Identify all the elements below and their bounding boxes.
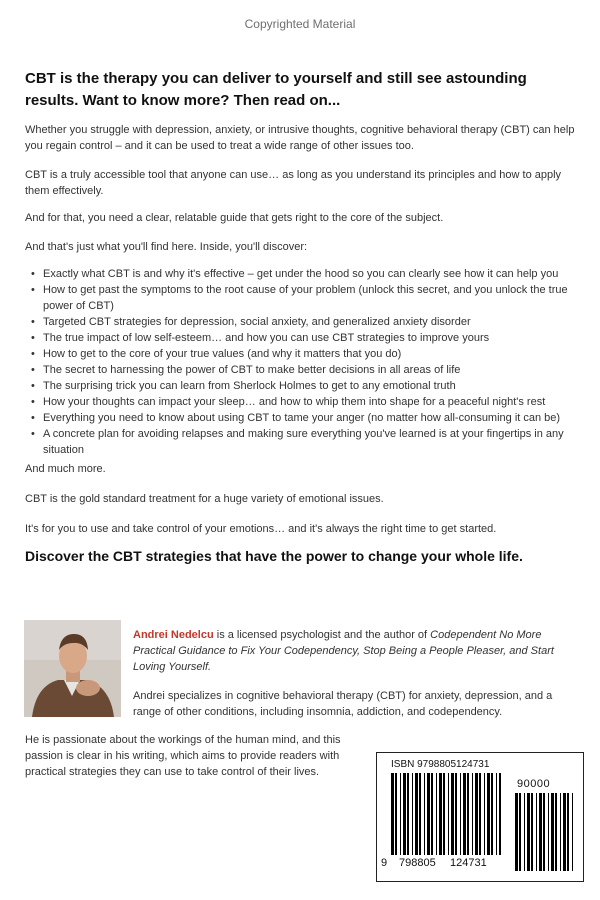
list-item: • Everything you need to know about using CBT to tame your anger (no matter how all-consuming it can be) xyxy=(25,410,581,426)
barcode-bar xyxy=(555,793,557,871)
barcode-bar xyxy=(527,793,530,871)
list-item: • Targeted CBT strategies for depression, social anxiety, and generalized anxiety disorder xyxy=(25,314,581,330)
barcode-bar xyxy=(491,773,493,855)
isbn-label: ISBN 9798805124731 xyxy=(391,759,490,770)
barcode-bar xyxy=(563,793,566,871)
list-item: • How to get to the core of your true values (and why it matters that you do) xyxy=(25,346,581,362)
barcode-bar xyxy=(543,793,545,871)
barcode-digits-left: 798805 xyxy=(399,857,436,869)
barcode-bar xyxy=(536,793,537,871)
barcode-bar xyxy=(412,773,413,855)
list-item: • How to get past the symptoms to the root cause of your problem (unlock this secret, and you unlock the true power of CBT) xyxy=(25,282,581,314)
barcode-bar xyxy=(415,773,418,855)
get-started-text: It's for you to use and take control of your emotions… and it's always the right time to get started. xyxy=(25,523,497,535)
barcode-digits-right: 124731 xyxy=(450,857,487,869)
barcode-bar xyxy=(472,773,473,855)
barcode-bar xyxy=(455,773,457,855)
author-portrait-icon xyxy=(24,620,121,717)
author-bio xyxy=(133,627,578,675)
barcode-bar xyxy=(400,773,401,855)
barcode-bar xyxy=(487,773,490,855)
call-to-action: Discover the CBT strategies that have the power to change your whole life. xyxy=(25,548,523,564)
discover-intro: And that's just what you'll find here. Inside, you'll discover: xyxy=(25,241,308,253)
barcode-bar xyxy=(496,773,497,855)
barcode-bar xyxy=(431,773,433,855)
barcode-bar xyxy=(424,773,425,855)
list-item: • How your thoughts can impact your sleep… and how to whip them into shape for a peaceful night's rest xyxy=(25,394,581,410)
barcode-bar xyxy=(407,773,409,855)
author-specialization: Andrei specializes in cognitive behavioral therapy (CBT) for anxiety, depression, and a range of other conditions, including insomnia, addiction, and codependency. xyxy=(133,690,553,718)
gold-standard-text: CBT is the gold standard treatment for a huge variety of emotional issues. xyxy=(25,493,384,505)
barcode-bar xyxy=(443,773,445,855)
barcode-bar xyxy=(436,773,437,855)
barcode-bar xyxy=(539,793,542,871)
barcode-bar xyxy=(519,793,521,871)
barcode-bar xyxy=(560,793,561,871)
barcode-bar xyxy=(451,773,454,855)
benefits-list xyxy=(25,266,581,458)
barcode-bar xyxy=(403,773,406,855)
list-item: • A concrete plan for avoiding relapses and making sure everything you've learned is at your fingertips in any situation xyxy=(25,426,581,458)
barcode-digit-prefix: 9 xyxy=(381,857,388,869)
barcode-bar xyxy=(395,773,397,855)
barcode-bar xyxy=(567,793,569,871)
barcode-bar xyxy=(499,773,501,855)
barcode-bar xyxy=(475,773,478,855)
barcode-bar xyxy=(515,793,518,871)
isbn-barcode xyxy=(376,752,584,882)
list-item: • The secret to harnessing the power of CBT to make better decisions in all areas of life xyxy=(25,362,581,378)
author-photo xyxy=(24,620,121,717)
barcode-bar xyxy=(460,773,461,855)
list-item: • Exactly what CBT is and why it's effective – get under the hood so you can clearly see how it can help you xyxy=(25,266,581,282)
barcode-bar xyxy=(463,773,466,855)
price-code: 90000 xyxy=(517,778,551,790)
much-more-text: And much more. xyxy=(25,463,106,475)
list-item: • The surprising trick you can learn from Sherlock Holmes to get to any emotional truth xyxy=(25,378,581,394)
barcode-bar xyxy=(524,793,525,871)
barcode-bar xyxy=(427,773,430,855)
barcode-bar xyxy=(548,793,549,871)
intro-paragraph: Whether you struggle with depression, anxiety, or intrusive thoughts, cognitive behavioral therapy (CBT) can help you regain control – and it can be used to treat a wide range of other issues too. xyxy=(25,124,575,152)
barcode-bar xyxy=(572,793,573,871)
barcode-bar xyxy=(391,773,394,855)
barcode-bar xyxy=(531,793,533,871)
barcode-bar xyxy=(448,773,449,855)
guide-paragraph: And for that, you need a clear, relatable guide that gets right to the core of the subject. xyxy=(25,212,444,224)
author-name: Andrei Nedelcu xyxy=(133,629,214,641)
copyright-watermark-top: Copyrighted Material xyxy=(244,17,356,31)
author-book-title: Codependent No More Practical Guidance to Fix Your Codependency, Stop Being a People Pleaser, and Start Loving Yourself. xyxy=(133,629,554,673)
barcode-bar xyxy=(419,773,421,855)
author-passion: He is passionate about the workings of the human mind, and this passion is clear in his writing, which aims to provide readers with practical strategies they can use to take control of their lives. xyxy=(25,734,341,778)
accessible-paragraph: CBT is a truly accessible tool that anyone can use… as long as you understand its principles and how to apply them effectively. xyxy=(25,169,562,197)
barcode-bar xyxy=(467,773,469,855)
barcode-bar xyxy=(551,793,554,871)
list-item: • The true impact of low self-esteem… and how you can use CBT strategies to improve yours xyxy=(25,330,581,346)
barcode-bar xyxy=(479,773,481,855)
barcode-bar xyxy=(484,773,485,855)
author-intro: is a licensed psychologist and the author of xyxy=(213,629,431,641)
headline: CBT is the therapy you can deliver to yourself and still see astounding results. Want to know more? Then read on... xyxy=(25,70,527,109)
barcode-bar xyxy=(439,773,442,855)
